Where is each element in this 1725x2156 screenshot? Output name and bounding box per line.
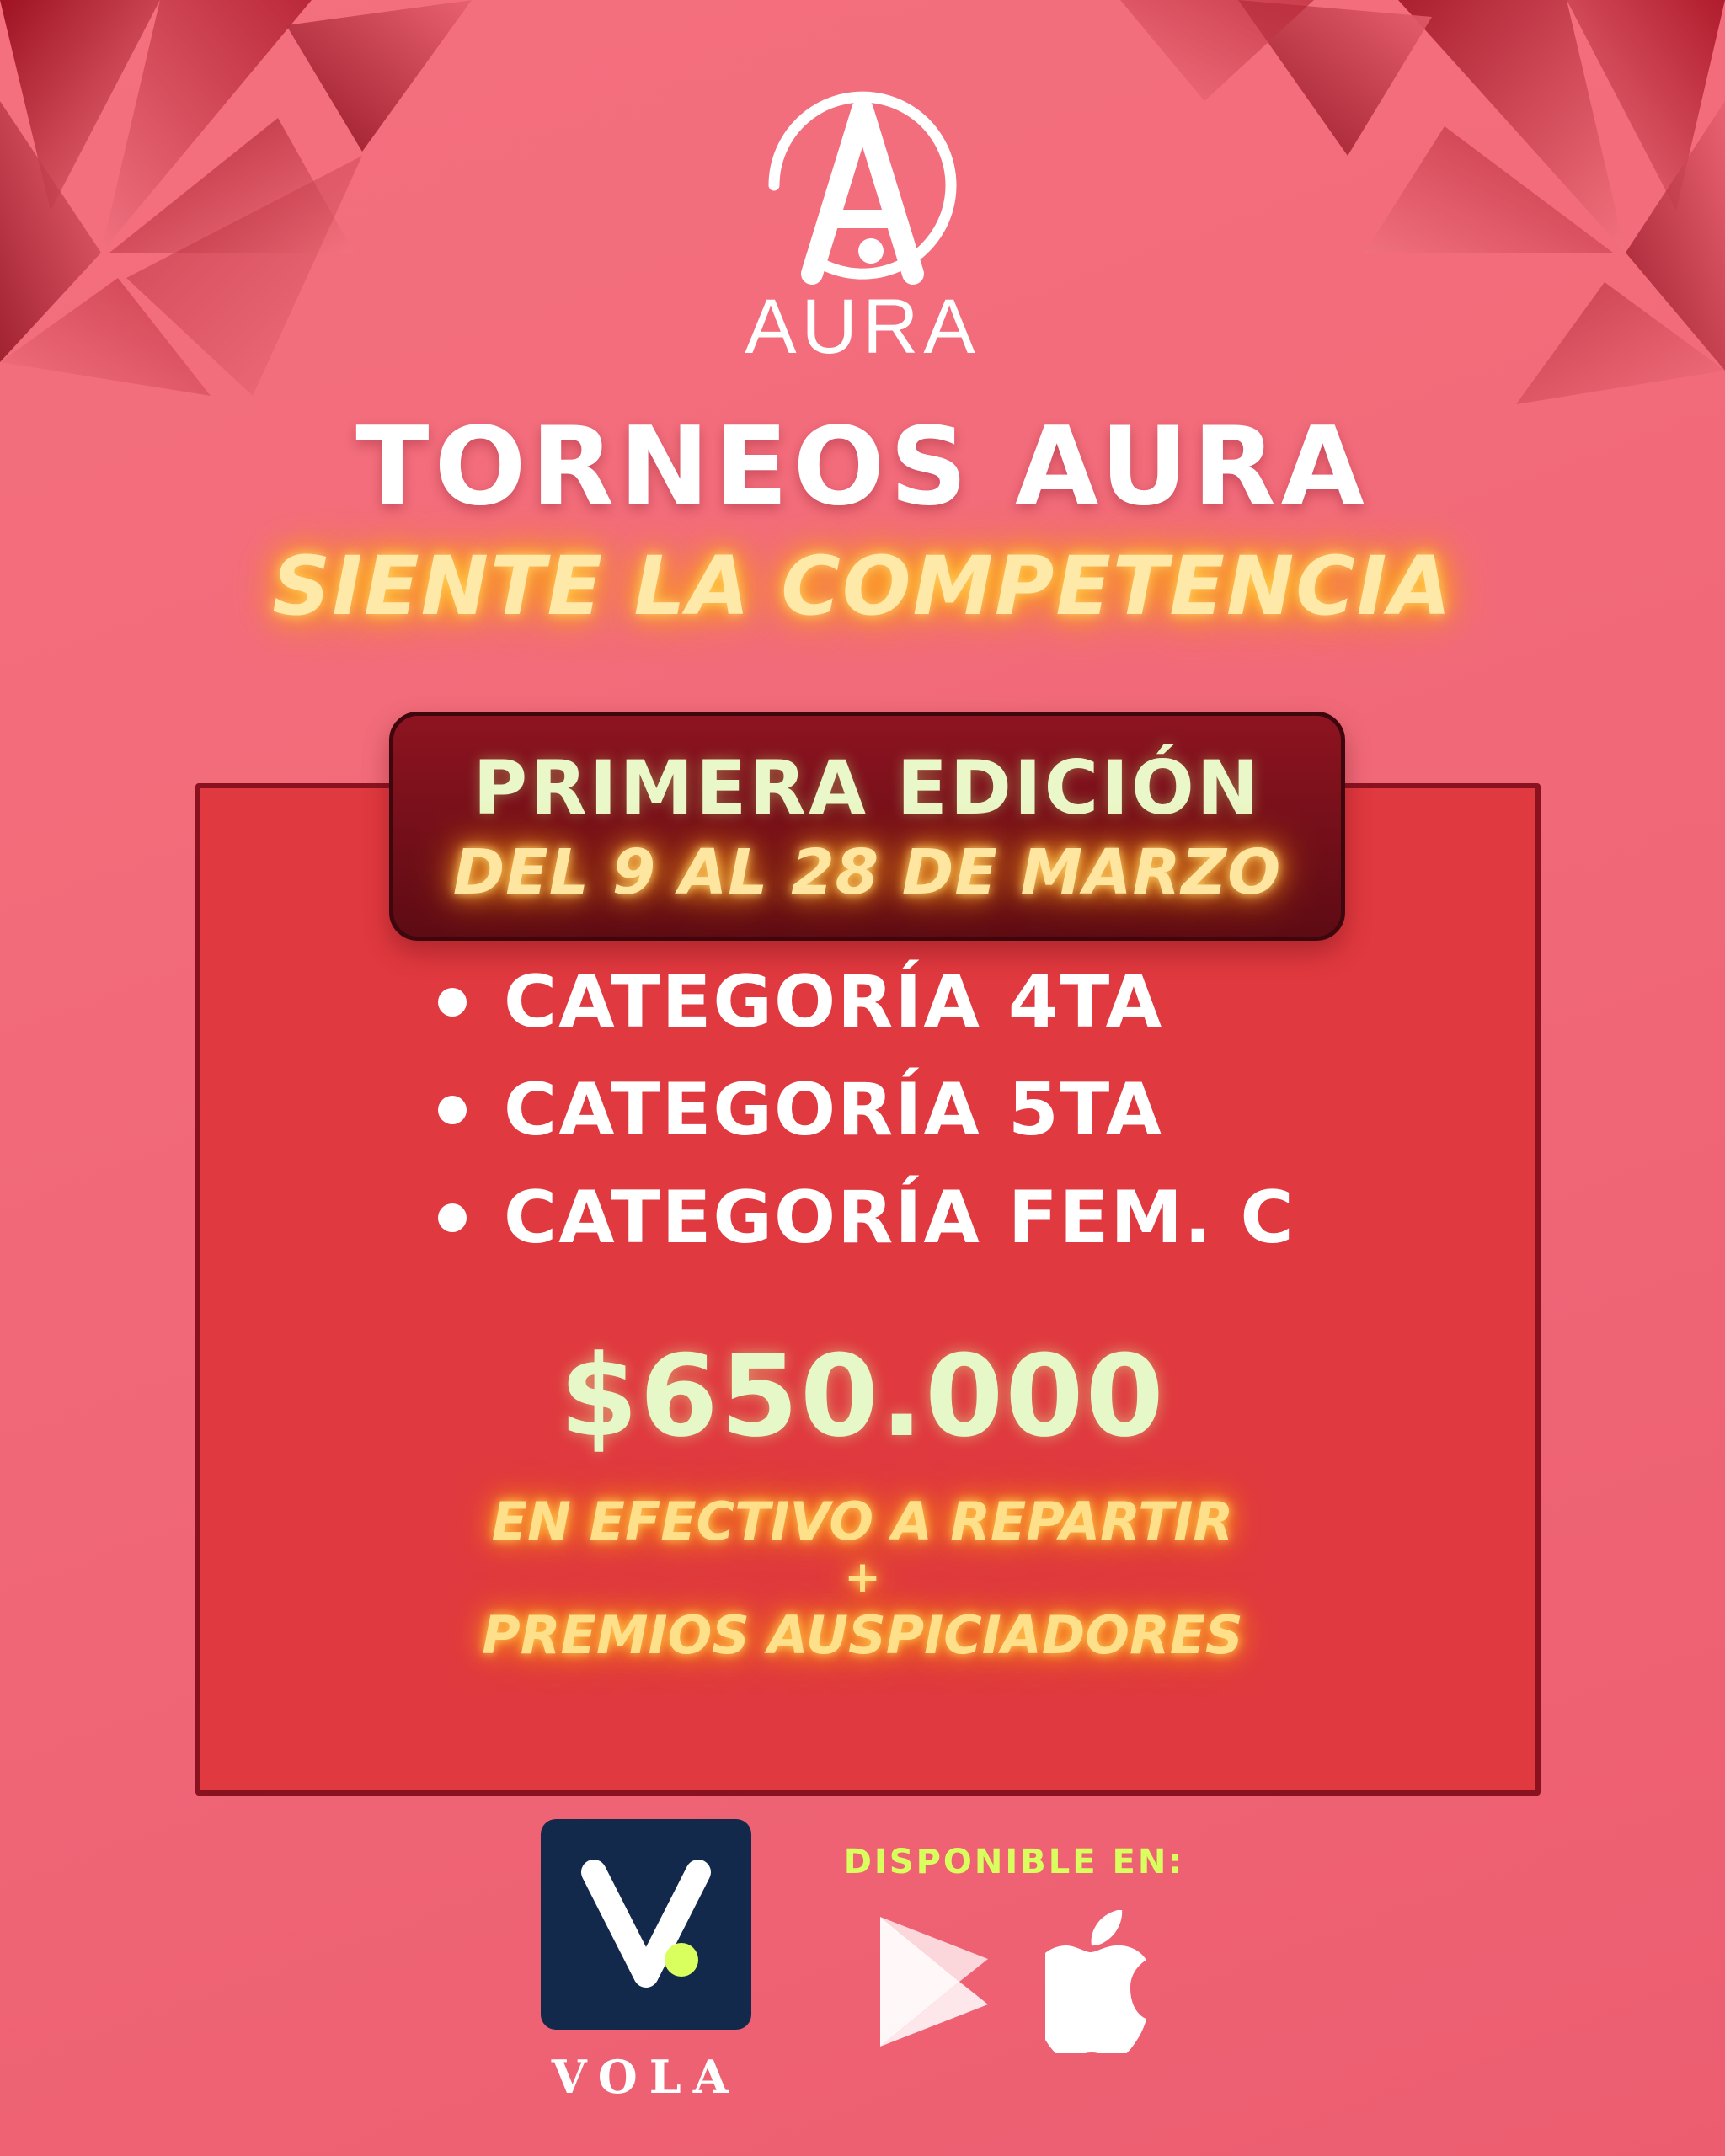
prize-note-line2: PREMIOS AUSPICIADORES	[482, 1604, 1243, 1666]
apple-app-store-icon[interactable]	[1045, 1910, 1163, 2053]
store-icons	[865, 1910, 1163, 2053]
prize-notes	[0, 1491, 1725, 1666]
category-label: CATEGORÍA 5TA	[504, 1068, 1164, 1152]
page-subtitle: SIENTE LA COMPETENCIA	[272, 539, 1453, 633]
aura-logo-icon	[724, 59, 1001, 312]
category-label: CATEGORÍA FEM. C	[504, 1176, 1295, 1260]
prize-note-plus: +	[844, 1552, 881, 1604]
category-label: CATEGORÍA 4TA	[504, 960, 1164, 1044]
stores-block	[844, 1819, 1185, 2053]
edition-label: PRIMERA EDICIÓN	[473, 744, 1262, 831]
prize-note-line1: EN EFECTIVO A REPARTIR	[491, 1491, 1234, 1552]
list-item	[438, 960, 1322, 1044]
footer	[0, 1819, 1725, 2156]
vola-app-name: VOLA	[551, 2050, 740, 2104]
brand-name: AURA	[745, 284, 980, 370]
available-on-label: DISPONIBLE EN:	[843, 1843, 1185, 1881]
edition-badge	[389, 712, 1345, 941]
list-item	[438, 1068, 1322, 1152]
edition-dates: DEL 9 AL 28 DE MARZO	[452, 835, 1282, 909]
vola-app-icon[interactable]	[541, 1819, 751, 2030]
vola-v-glyph	[570, 1849, 722, 2000]
list-item	[438, 1176, 1322, 1260]
bullet-icon	[438, 988, 467, 1017]
bullet-icon	[438, 1203, 467, 1232]
brand-logo	[0, 59, 1725, 371]
category-list	[438, 960, 1322, 1283]
bullet-icon	[438, 1096, 467, 1124]
prize-amount: $650.000	[559, 1331, 1166, 1462]
vola-app-block	[541, 1819, 751, 2104]
google-play-icon[interactable]	[865, 1910, 1000, 2053]
page-title: TORNEOS AURA	[355, 404, 1370, 530]
